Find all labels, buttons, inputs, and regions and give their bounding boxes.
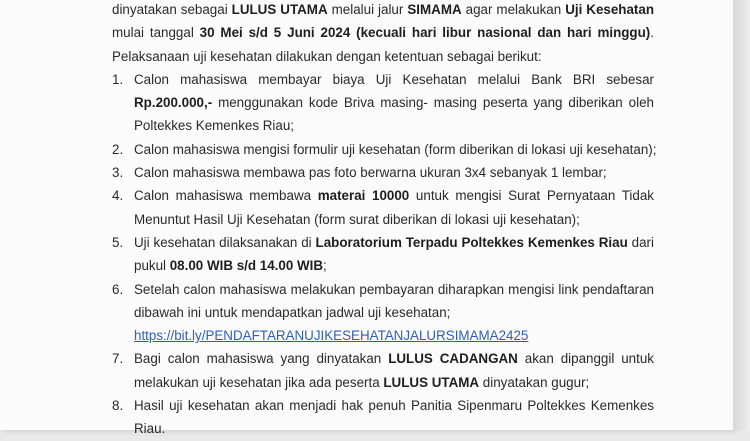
- text-line: [134, 161, 654, 184]
- text-segment: Calon mahasiswa mengisi formulir uji kesehatan (form diberikan di lokasi uji kesehatan);: [134, 141, 657, 157]
- bold-text: materai 10000: [317, 188, 410, 204]
- list-number: 7.: [112, 351, 124, 367]
- list-item: [112, 161, 654, 184]
- text-line: [134, 301, 654, 324]
- text-segment: mulai tanggal: [112, 25, 200, 41]
- text-line: [134, 417, 654, 440]
- text-segment: untuk mengisi Surat Pernyataan Tidak: [409, 188, 654, 204]
- text-line: [134, 324, 654, 347]
- text-segment: melalui jalur: [327, 2, 408, 17]
- page-edge-shadow: [733, 0, 750, 430]
- text-line: [134, 394, 654, 417]
- list-number: 5.: [112, 234, 124, 250]
- bold-text: LULUS CADANGAN: [388, 351, 518, 367]
- text-segment: Riau.: [134, 421, 166, 437]
- text-line: [134, 347, 654, 370]
- bold-text: LULUS UTAMA: [383, 374, 480, 390]
- text-line: [112, 0, 654, 21]
- text-segment: dinyatakan sebagai: [112, 2, 232, 17]
- text-segment: dari: [627, 234, 654, 250]
- text-segment: agar melakukan: [461, 2, 566, 17]
- text-segment: Calon mahasiswa membawa: [134, 188, 318, 204]
- text-segment: menggunakan kode Briva masing- masing peserta yang diberikan oleh: [212, 95, 654, 111]
- text-segment: Setelah calon mahasiswa melakukan pembayaran diharapkan mengisi link pendaftaran: [134, 281, 654, 297]
- text-segment: melakukan uji kesehatan jika ada peserta: [134, 374, 384, 390]
- list-item: [112, 278, 654, 348]
- bold-text: Laboratorium Terpadu Poltekkes Kemenkes Riau: [315, 234, 628, 250]
- text-segment: Calon mahasiswa membayar biaya Uji Kesehatan melalui Bank BRI sebesar: [134, 71, 654, 87]
- text-segment: akan dipanggil untuk: [517, 351, 654, 367]
- intro-paragraph: [112, 0, 654, 68]
- list-item: [112, 138, 657, 161]
- text-segment: Menuntut Hasil Uji Kesehatan (form surat diberikan di lokasi uji kesehatan);: [134, 211, 580, 227]
- list-number: 4.: [112, 188, 124, 204]
- text-segment: Hasil uji kesehatan akan menjadi hak penuh Panitia Sipenmaru Poltekkes Kemenkes: [134, 398, 654, 414]
- list-item: [112, 184, 654, 231]
- list-item: [112, 347, 654, 394]
- bold-text: SIMAMA: [407, 2, 462, 17]
- document-body: [112, 0, 657, 441]
- list-number: 3.: [112, 165, 124, 181]
- text-segment: dinyatakan gugur;: [479, 374, 590, 390]
- list-number: 8.: [112, 398, 124, 414]
- bold-text: Uji Kesehatan: [565, 2, 655, 17]
- text-line: [134, 68, 654, 91]
- text-line: [112, 45, 654, 68]
- text-line: [134, 138, 657, 161]
- text-segment: Poltekkes Kemenkes Riau;: [134, 118, 295, 134]
- text-line: [134, 371, 654, 394]
- bold-text: 08.00 WIB s/d 14.00 WIB: [169, 258, 324, 274]
- requirements-list: [112, 68, 657, 441]
- text-segment: Bagi calon mahasiswa yang dinyatakan: [134, 351, 389, 367]
- text-line: [134, 254, 654, 277]
- text-line: [134, 184, 654, 207]
- bold-text: LULUS UTAMA: [231, 2, 328, 17]
- list-number: 2.: [112, 141, 124, 157]
- list-item: [112, 231, 654, 278]
- text-segment: Uji kesehatan dilaksanakan di: [134, 234, 316, 250]
- text-segment: Calon mahasiswa membawa pas foto berwarna ukuran 3x4 sebanyak 1 lembar;: [134, 165, 607, 181]
- text-line: [134, 114, 654, 137]
- text-line: [134, 91, 654, 114]
- text-segment: Pelaksanaan uji kesehatan dilakukan dengan ketentuan sebagai berikut:: [112, 48, 542, 64]
- text-segment: dibawah ini untuk mendapatkan jadwal uji kesehatan;: [134, 304, 451, 320]
- list-number: 6.: [112, 281, 124, 297]
- bold-text: Rp.200.000,-: [134, 95, 213, 111]
- registration-link[interactable]: https://bit.ly/PENDAFTARANUJIKESEHATANJALURSIMAMA2425: [134, 328, 529, 344]
- text-line: [112, 21, 654, 44]
- text-line: [134, 231, 654, 254]
- bold-text: 30 Mei s/d 5 Juni 2024 (kecuali hari libur nasional dan hari minggu): [199, 25, 651, 41]
- text-segment: ;: [323, 258, 327, 274]
- text-segment: pukul: [134, 258, 170, 274]
- text-line: [134, 278, 654, 301]
- list-item: [112, 68, 654, 138]
- text-line: [134, 208, 654, 231]
- list-item: [112, 394, 654, 441]
- list-number: 1.: [112, 71, 124, 87]
- text-segment: .: [650, 25, 654, 41]
